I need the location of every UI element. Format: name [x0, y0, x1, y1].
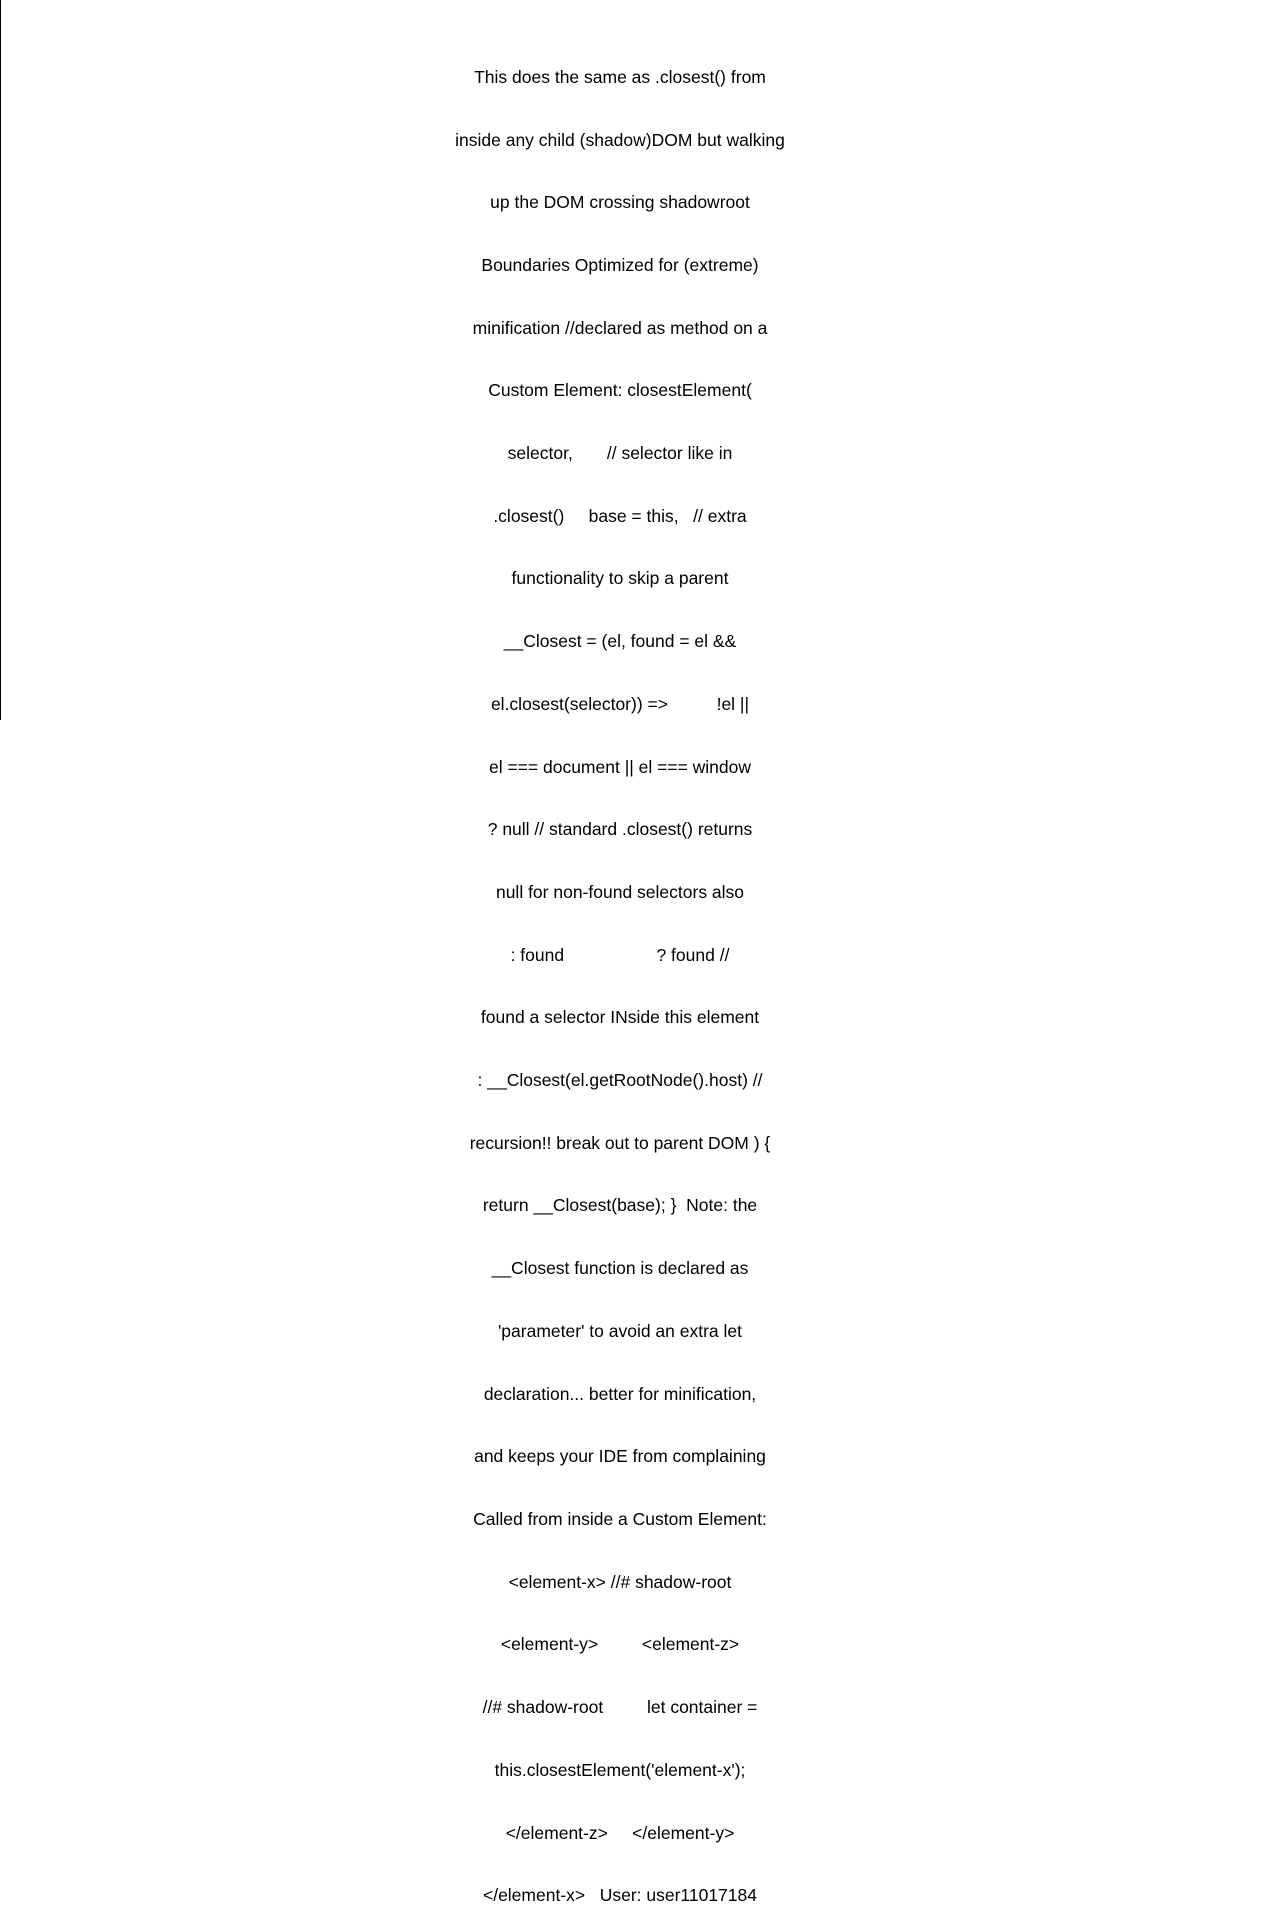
text-line: el === document || el === window [488, 756, 752, 777]
text-line: el.closest(selector)) => !el || [490, 693, 750, 714]
text-line: <element-y> <element-z> [500, 1634, 740, 1655]
text-line: return __Closest(base); } Note: the [482, 1195, 758, 1216]
text-line: </element-z> </element-y> [505, 1822, 735, 1843]
text-line: __Closest function is declared as [491, 1258, 749, 1279]
document-text [420, 25, 820, 1927]
text-line: functionality to skip a parent [511, 568, 729, 589]
text-line: inside any child (shadow)DOM but walking [455, 129, 785, 150]
text-line: .closest() base = this, // extra [493, 505, 747, 526]
text-line: 'parameter' to avoid an extra let [497, 1320, 743, 1341]
text-line: null for non-found selectors also [495, 881, 745, 902]
text-line: this.closestElement('element-x'); [494, 1759, 746, 1780]
text-line: Called from inside a Custom Element: [473, 1508, 767, 1529]
text-line: This does the same as .closest() from [474, 66, 766, 87]
text-line: <element-x> //# shadow-root [508, 1571, 732, 1592]
text-line: Boundaries Optimized for (extreme) [481, 254, 759, 275]
text-line: selector, // selector like in [507, 443, 733, 464]
text-line: ? null // standard .closest() returns [487, 819, 753, 840]
text-line: : found ? found // [510, 944, 730, 965]
text-line: </element-x> User: user11017184 [482, 1885, 757, 1906]
text-line: and keeps your IDE from complaining [474, 1446, 766, 1467]
text-line: //# shadow-root let container = [482, 1697, 758, 1718]
text-line: __Closest = (el, found = el && [503, 631, 737, 652]
text-line: found a selector INside this element [480, 1007, 760, 1028]
text-line: Custom Element: closestElement( [488, 380, 752, 401]
text-line: up the DOM crossing shadowroot [490, 192, 750, 213]
text-line: declaration... better for minification, [483, 1383, 757, 1404]
page-left-border [0, 0, 1, 720]
text-line: recursion!! break out to parent DOM ) { [469, 1132, 771, 1153]
text-line: minification //declared as method on a [472, 317, 768, 338]
text-line: : __Closest(el.getRootNode().host) // [477, 1070, 763, 1091]
